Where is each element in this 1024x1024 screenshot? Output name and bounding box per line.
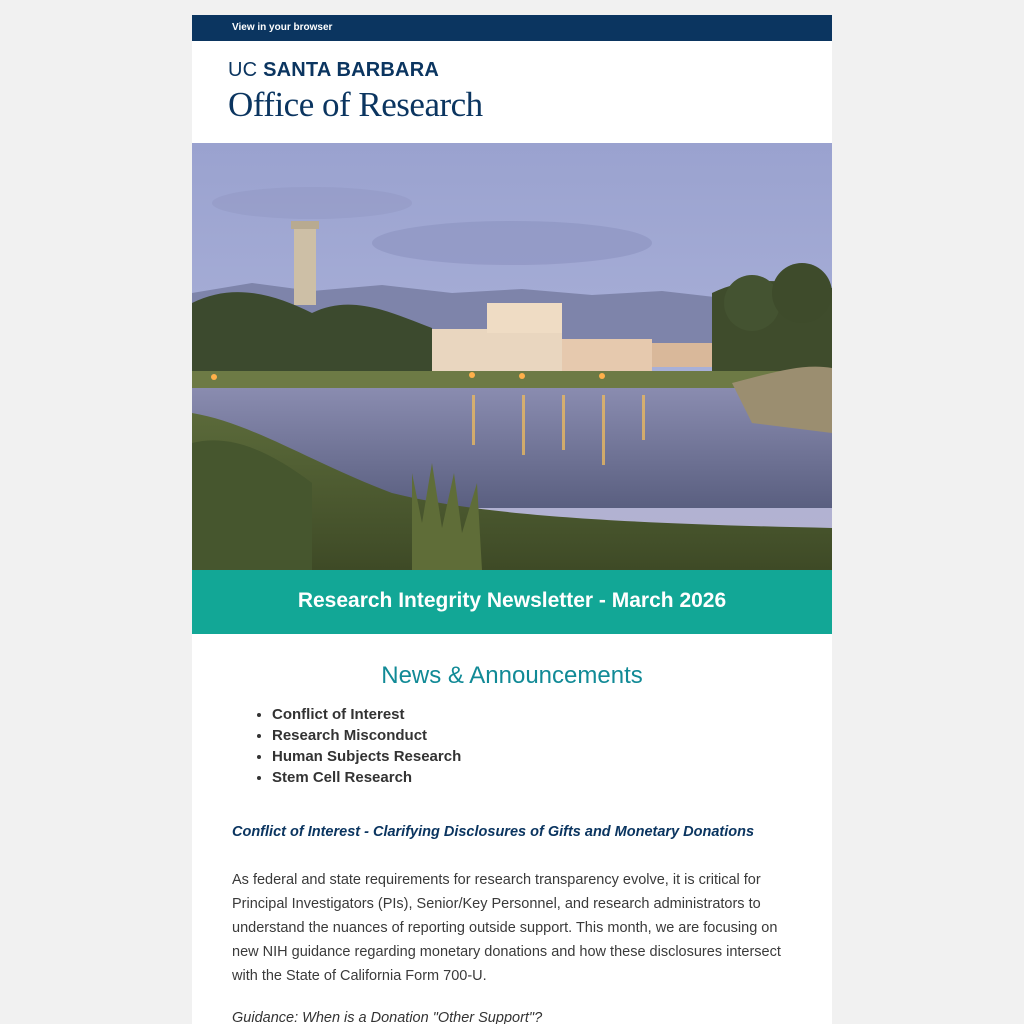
article-subheading: Guidance: When is a Donation "Other Support"? bbox=[232, 1010, 543, 1024]
logo-uc-text: UC bbox=[228, 59, 258, 81]
article-paragraph: As federal and state requirements for research transparency evolve, it is critical for Principal Investigators (PIs), Senior/Key Personnel, and research administrators to understand the nuances of reporting outside support. This month, we are focusing on new NIH guidance regarding monetary donations and how these disclosures intersect with the State of California Form 700-U. bbox=[232, 872, 781, 984]
header-logo bbox=[192, 41, 832, 143]
logo-uc-santa-barbara bbox=[228, 59, 439, 82]
newsletter-title: Research Integrity Newsletter - March 2026 bbox=[297, 589, 727, 612]
topic-item[interactable]: • Human Subjects Research bbox=[272, 746, 792, 767]
topics-list bbox=[232, 704, 792, 788]
article-title: Conflict of Interest - Clarifying Disclosures of Gifts and Monetary Donations bbox=[232, 824, 755, 840]
newsletter-banner bbox=[192, 570, 832, 634]
topbar bbox=[192, 15, 832, 41]
logo-office-of-research: Office of Research bbox=[228, 85, 483, 124]
news-heading: News & Announcements bbox=[381, 662, 643, 689]
content-section bbox=[192, 634, 832, 1024]
logo-santa-barbara-text: SANTA BARBARA bbox=[263, 59, 439, 81]
email-container bbox=[192, 15, 832, 1024]
topic-item[interactable]: • Stem Cell Research bbox=[272, 767, 792, 788]
view-in-browser-link[interactable]: View in your browser bbox=[232, 22, 333, 33]
topic-item[interactable]: • Conflict of Interest bbox=[272, 704, 792, 725]
hero-campus-image bbox=[192, 143, 832, 570]
topic-item[interactable]: • Research Misconduct bbox=[272, 725, 792, 746]
